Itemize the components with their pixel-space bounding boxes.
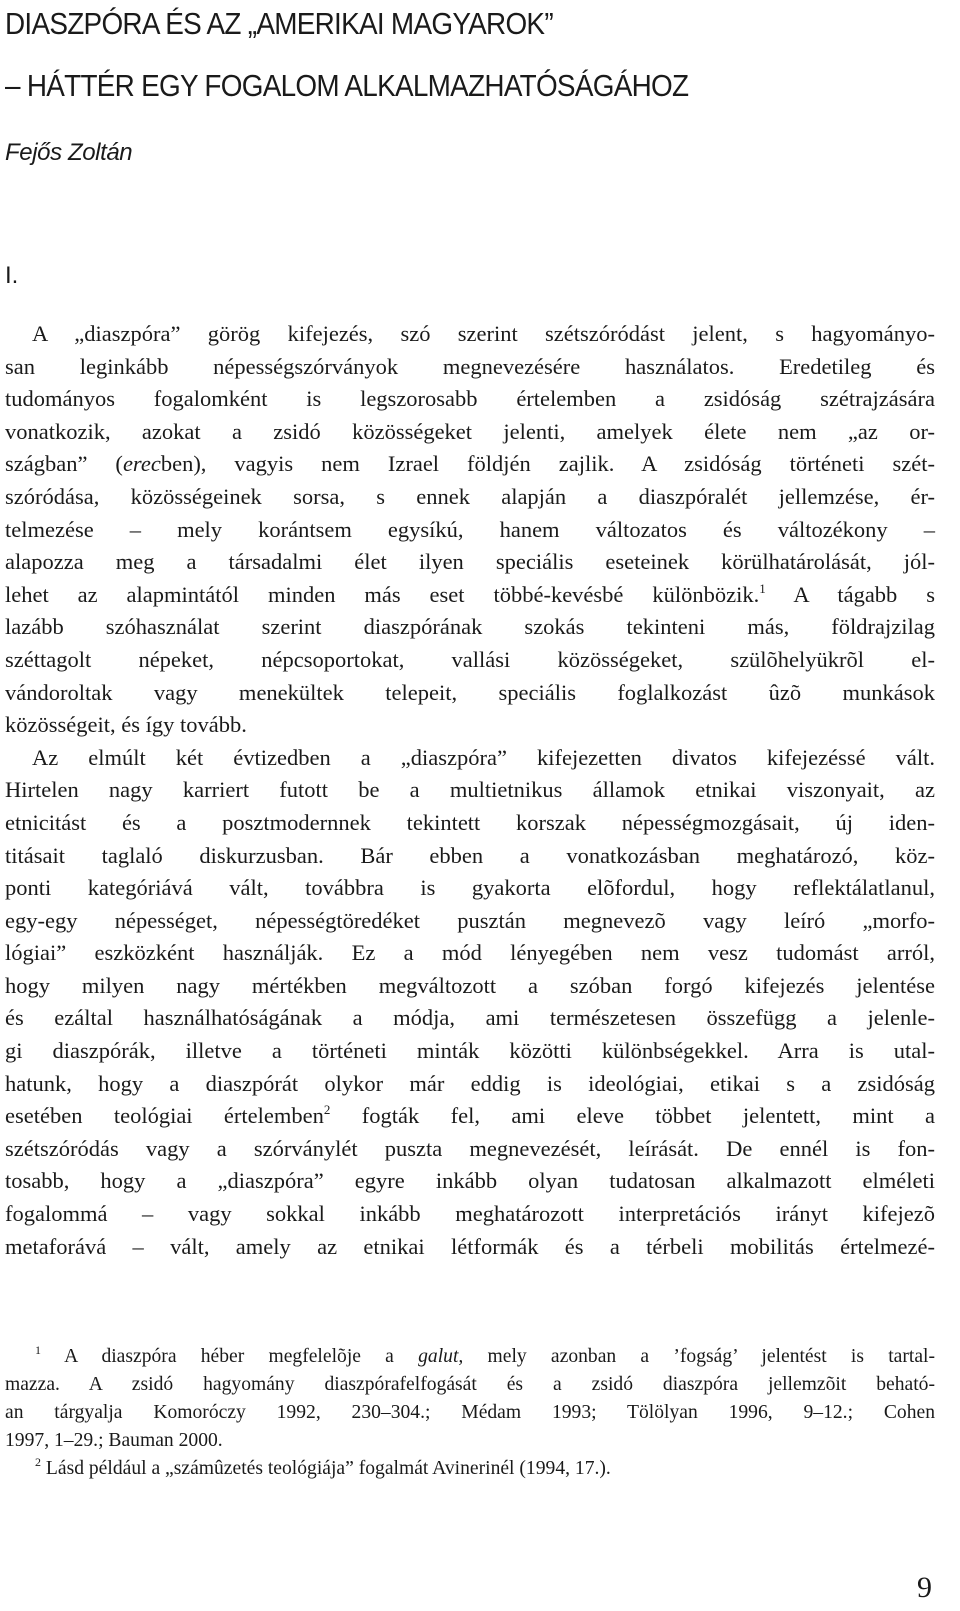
text-run: Lásd például a „számûzetés teológiája” fogalmát Avinerinél (1994, 17.).	[41, 1458, 611, 1479]
page-number: 9	[917, 1571, 932, 1604]
body-line: lazább szóhasználat szerint diaszpórának szokás tekinteni más, földrajzilag	[5, 614, 935, 640]
text-run: mely azonban a ’fogság’ jelentést is tartal-	[463, 1346, 935, 1367]
body-line: hogy milyen nagy mértékben megváltozott a szóban forgó kifejezés jelentése	[5, 972, 935, 998]
section-number: I.	[5, 262, 19, 289]
body-line	[5, 1100, 935, 1133]
footnote-line: an tárgyalja Komoróczy 1992, 230–304.; Médam 1993; Tölölyan 1996, 9–12.; Cohen	[5, 1402, 935, 1423]
footnote-ref: 2	[323, 1102, 331, 1118]
body-line: közösségeit, és így tovább.	[5, 712, 247, 738]
text-run: fogták fel, ami eleve többet jelentett, mint a	[330, 1103, 936, 1129]
emphasis: erec	[122, 451, 161, 477]
text-run: A diaszpóra héber megfelelõje a	[41, 1346, 419, 1367]
footnote-line: 1997, 1–29.; Bauman 2000.	[5, 1430, 223, 1451]
footnote-ref: 1	[35, 1343, 41, 1357]
text-run: esetében teológiai értelemben	[5, 1103, 324, 1129]
footnote-1	[5, 1343, 935, 1455]
footnote-line	[5, 1343, 935, 1371]
body-line: Hirtelen nagy karriert futott be a multietnikus államok etnikai viszonyait, az	[5, 777, 935, 803]
body-line: tudományos fogalomként is legszorosabb értelemben a zsidóság szétrajzására	[5, 386, 935, 412]
text-run: A tágabb s	[765, 581, 935, 607]
body-line: A „diaszpóra” görög kifejezés, szó szerint szétszóródást jelent, s hagyományo-	[32, 321, 935, 346]
footnote-2	[5, 1455, 935, 1483]
body-line: alapozza meg a társadalmi élet ilyen speciális eseteinek körülhatárolását, jól-	[5, 549, 935, 575]
body-line: széttagolt népeket, népcsoportokat, vallási közösségeket, szülõhelyükrõl el-	[5, 646, 935, 672]
body-line: vonatkozik, azokat a zsidó közösségeket jelenti, amelyek élete nem „az or-	[5, 418, 935, 444]
body-line: hatunk, hogy a diaszpórát olykor már eddig is ideológiai, etikai s a zsidóság	[5, 1070, 935, 1096]
body-line: vándoroltak vagy menekültek telepeit, speciális foglalkozást ûzõ munkások	[5, 679, 935, 705]
body-line: tosabb, hogy a „diaszpóra” egyre inkább olyan tudatosan alkalmazott elméleti	[5, 1168, 935, 1194]
author: Fejős Zoltán	[5, 139, 133, 166]
text-run: lehet az alapmintától minden más eset többé-kevésbé különbözik.	[5, 581, 760, 607]
body-line	[5, 579, 935, 612]
body-line: gi diaszpórák, illetve a történeti minták közötti különbségekkel. Arra is utal-	[5, 1038, 935, 1064]
footnote-ref: 1	[759, 580, 766, 596]
footnotes	[5, 1343, 935, 1483]
text-run: szágban” (	[5, 451, 123, 477]
title-line-2: – HÁTTÉR EGY FOGALOM ALKALMAZHATÓSÁGÁHOZ	[5, 68, 689, 103]
body-line: titásait taglaló diskurzusban. Bár ebben a vonatkozásban meghatározó, köz-	[5, 842, 935, 868]
body-text	[5, 318, 935, 1263]
body-line: telmezése – mely korántsem egysíkú, hanem változatos és változékony –	[5, 516, 935, 542]
title-line-1: DIASZPÓRA ÉS AZ „AMERIKAI MAGYAROK”	[5, 6, 553, 41]
footnote-ref: 2	[35, 1455, 41, 1469]
emphasis: galut,	[418, 1346, 464, 1367]
body-line: metaforává – vált, amely az etnikai létformák és a térbeli mobilitás értelmezé-	[5, 1233, 935, 1259]
body-line: fogalommá – vagy sokkal inkább meghatározott interpretációs irányt kifejezõ	[5, 1201, 935, 1227]
body-line: ponti kategóriává vált, továbbra is gyakorta elõfordul, hogy reflektálatlanul,	[5, 875, 935, 901]
body-line: egy-egy népességet, népességtöredéket pusztán megnevezõ vagy leíró „morfo-	[5, 907, 935, 933]
body-line: szóródása, közösségeinek sorsa, s ennek alapján a diaszpóralét jellemzése, ér-	[5, 483, 935, 509]
body-line: lógiai” eszközként használják. Ez a mód lényegében nem vesz tudomást arról,	[5, 940, 935, 966]
body-line: szétszóródás vagy a szórványlét puszta megnevezését, leírását. De ennél is fon-	[5, 1135, 935, 1161]
body-line: és ezáltal használhatóságának a módja, ami természetesen összefügg a jelenle-	[5, 1005, 935, 1031]
body-line: san leginkább népességszórványok megnevezésére használatos. Eredetileg és	[5, 353, 935, 379]
body-line	[5, 448, 935, 481]
footnote-line	[5, 1455, 935, 1483]
text-run: ben), vagyis nem Izrael földjén zajlik. A zsidóság történeti szét-	[160, 451, 935, 477]
footnote-line: mazza. A zsidó hagyomány diaszpórafelfogását és a zsidó diaszpóra jellemzõit beható-	[5, 1374, 935, 1395]
body-line: Az elmúlt két évtizedben a „diaszpóra” kifejezetten divatos kifejezéssé vált.	[32, 744, 935, 770]
body-line: etnicitást és a posztmodernnek tekintett korszak népességmozgásait, új iden-	[5, 809, 935, 835]
